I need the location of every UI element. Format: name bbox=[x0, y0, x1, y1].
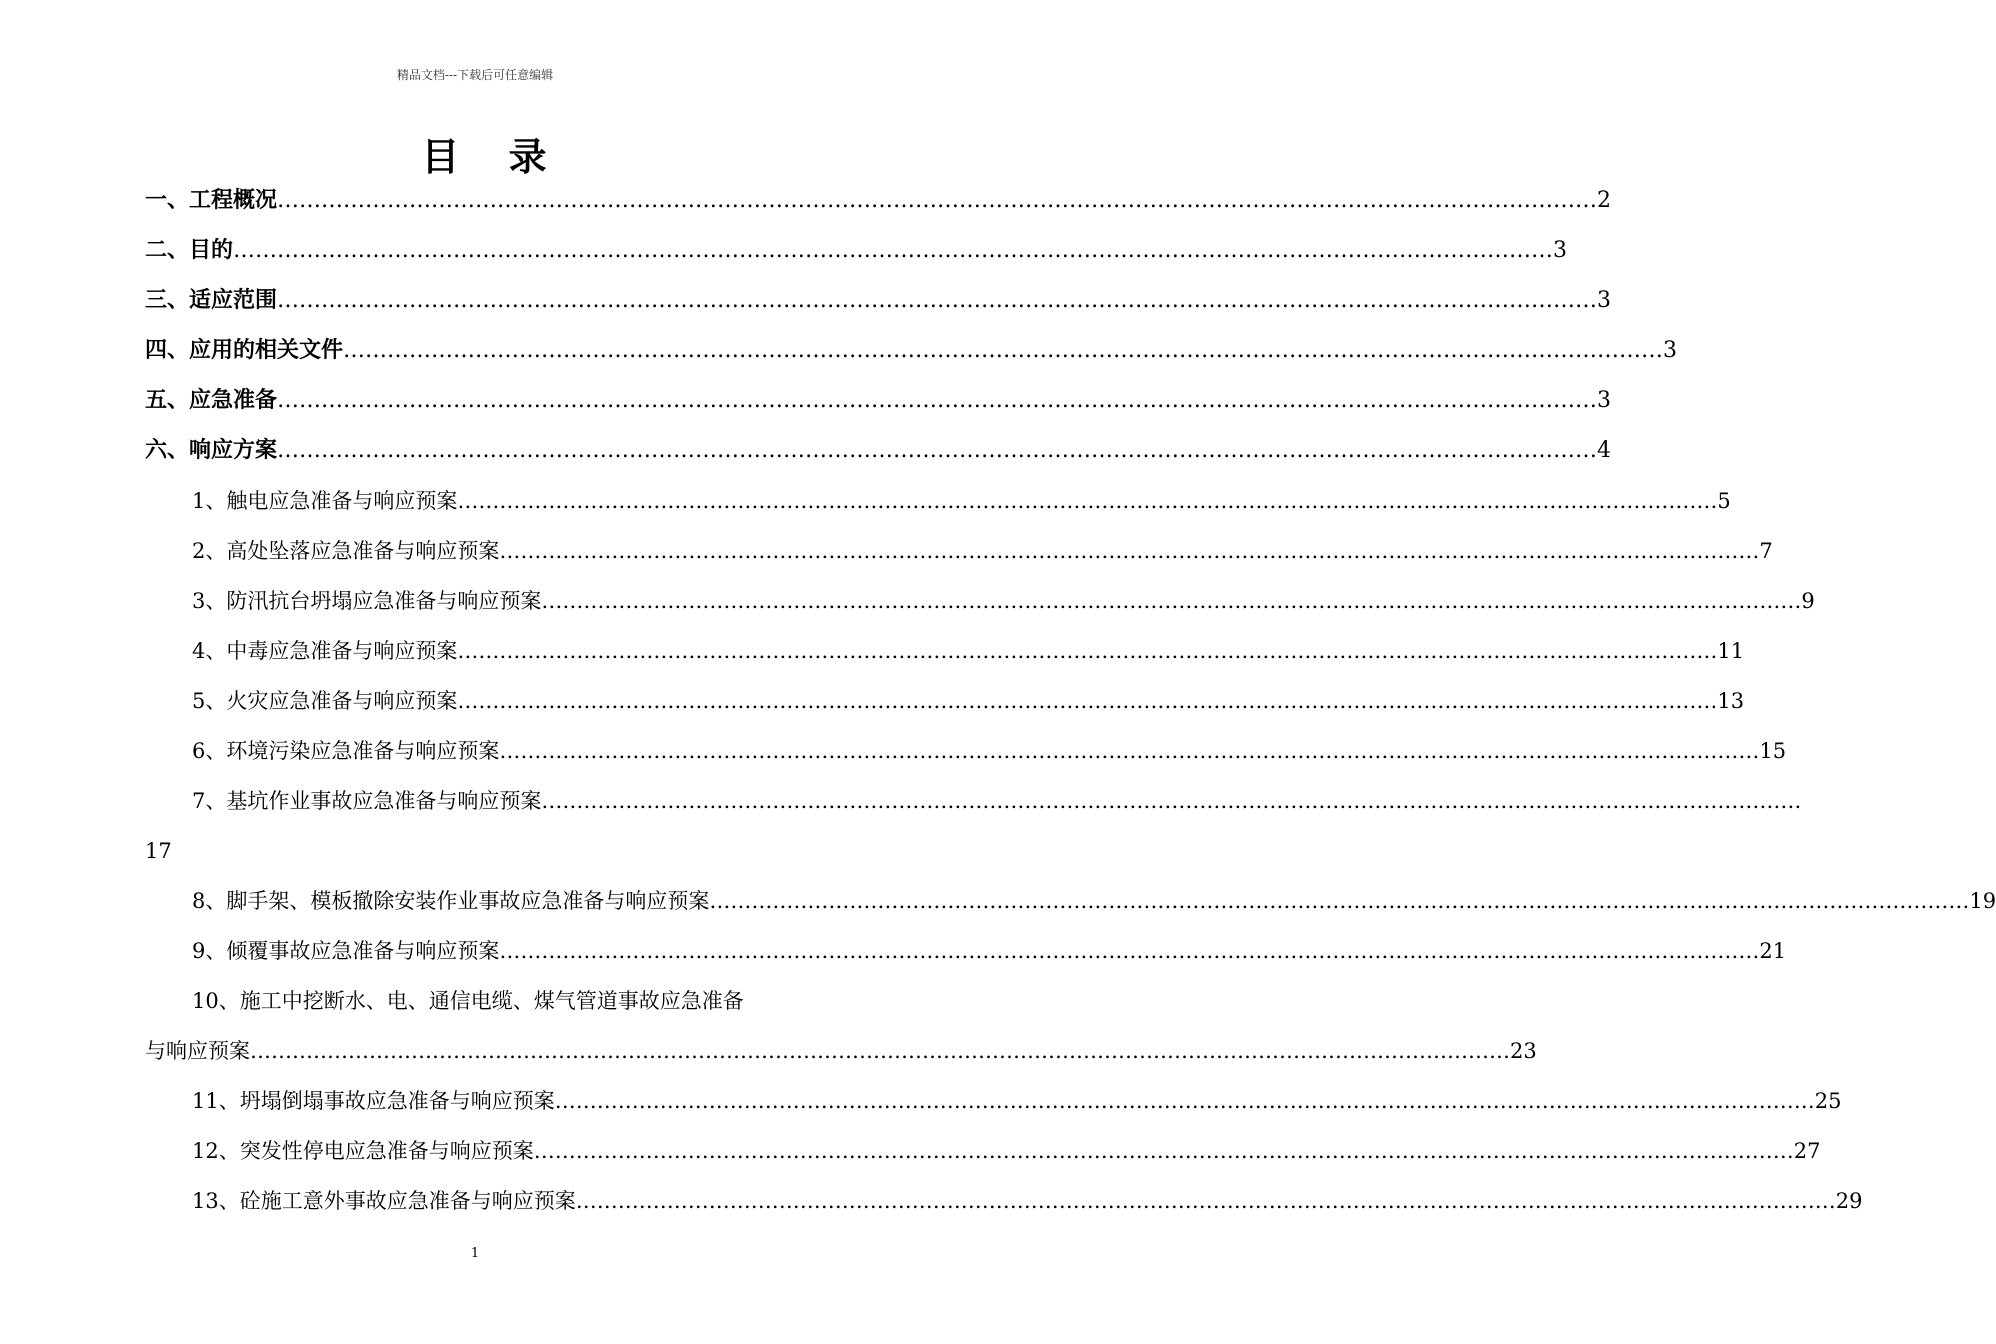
page-header: 精品文档---下载后可任意编辑 bbox=[396, 68, 554, 82]
toc-leader-dots: ……………………………………………………………………………………………………………………………………………………………… bbox=[457, 689, 1718, 713]
toc-section-label: 六、响应方案 bbox=[145, 438, 278, 463]
toc-section-label: 五、应急准备 bbox=[145, 388, 278, 413]
toc-section-3[interactable] bbox=[145, 286, 1612, 316]
toc-item-label: 8、脚手架、模板撤除安装作业事故应急准备与响应预案 bbox=[192, 889, 710, 913]
toc-leader-dots: ……………………………………………………………………………………………………………………………………………………………… bbox=[277, 188, 1598, 213]
toc-leader-dots: ……………………………………………………………………………………………………………………………………………………………… bbox=[499, 739, 1760, 763]
toc-item-label: 4、中毒应急准备与响应预案 bbox=[192, 639, 458, 663]
toc-page-number: 13 bbox=[1717, 689, 1745, 713]
toc-section-5[interactable] bbox=[145, 386, 1612, 416]
toc-item-label: 1、触电应急准备与响应预案 bbox=[192, 489, 458, 513]
toc-item-5[interactable] bbox=[192, 686, 1745, 716]
toc-leader-dots: ……………………………………………………………………………………………………………………………………………………………… bbox=[541, 789, 1802, 813]
toc-section-label: 二、目的 bbox=[145, 238, 234, 263]
toc-item-10[interactable]: 10、施工中挖断水、电、通信电缆、煤气管道事故应急准备 bbox=[192, 989, 744, 1013]
toc-leader-dots: ……………………………………………………………………………………………………………………………………………………………… bbox=[343, 338, 1664, 363]
toc-section-1[interactable] bbox=[145, 186, 1612, 216]
toc-page-number: 19 bbox=[1969, 889, 1996, 913]
toc-item-label: 11、坍塌倒塌事故应急准备与响应预案 bbox=[192, 1089, 555, 1113]
toc-item-13[interactable] bbox=[192, 1186, 1863, 1216]
toc-item-label: 12、突发性停电应急准备与响应预案 bbox=[192, 1139, 534, 1163]
toc-section-4[interactable] bbox=[145, 336, 1678, 366]
toc-page-number: 15 bbox=[1759, 739, 1787, 763]
page-number-footer: 1 bbox=[470, 1246, 480, 1261]
toc-item-12[interactable] bbox=[192, 1136, 1821, 1166]
toc-leader-dots: ……………………………………………………………………………………………………………………………………………………………… bbox=[554, 1089, 1815, 1113]
toc-page-number: 5 bbox=[1717, 489, 1731, 513]
toc-leader-dots: ……………………………………………………………………………………………………………………………………………………………… bbox=[499, 539, 1760, 563]
toc-section-label: 一、工程概况 bbox=[145, 188, 278, 213]
toc-section-label: 三、适应范围 bbox=[145, 288, 278, 313]
toc-item-label: 13、砼施工意外事故应急准备与响应预案 bbox=[192, 1189, 576, 1213]
toc-page-number: 3 bbox=[1597, 388, 1612, 413]
toc-item-6[interactable] bbox=[192, 736, 1787, 766]
toc-leader-dots: ……………………………………………………………………………………………………………………………………………………………… bbox=[709, 889, 1970, 913]
toc-page-number: 25 bbox=[1814, 1089, 1842, 1113]
toc-item-label: 与响应预案 bbox=[145, 1039, 250, 1063]
toc-page-number: 29 bbox=[1835, 1189, 1863, 1213]
toc-item-4[interactable] bbox=[192, 636, 1745, 666]
toc-leader-dots: ……………………………………………………………………………………………………………………………………………………………… bbox=[575, 1189, 1836, 1213]
toc-leader-dots: ……………………………………………………………………………………………………………………………………………………………… bbox=[541, 589, 1802, 613]
toc-page-number: 7 bbox=[1759, 539, 1773, 563]
toc-item-8[interactable] bbox=[192, 886, 1996, 916]
toc-leader-dots: ……………………………………………………………………………………………………………………………………………………………… bbox=[277, 388, 1598, 413]
toc-item-7[interactable] bbox=[192, 786, 1802, 816]
toc-page-number: 23 bbox=[1510, 1039, 1537, 1063]
toc-page-number: 27 bbox=[1793, 1139, 1821, 1163]
toc-item-10-continuation[interactable] bbox=[145, 1036, 1537, 1066]
toc-item-label: 9、倾覆事故应急准备与响应预案 bbox=[192, 939, 500, 963]
toc-item-label: 6、环境污染应急准备与响应预案 bbox=[192, 739, 500, 763]
toc-leader-dots: ……………………………………………………………………………………………………………………………………………………………… bbox=[250, 1039, 1510, 1063]
toc-section-label: 四、应用的相关文件 bbox=[145, 338, 344, 363]
toc-page-number: 9 bbox=[1801, 589, 1815, 613]
toc-page-number: 3 bbox=[1597, 288, 1612, 313]
toc-item-9[interactable] bbox=[192, 936, 1787, 966]
toc-page-number: 3 bbox=[1663, 338, 1678, 363]
toc-item-label: 5、火灾应急准备与响应预案 bbox=[192, 689, 458, 713]
toc-leader-dots: ……………………………………………………………………………………………………………………………………………………………… bbox=[457, 489, 1718, 513]
toc-section-2[interactable] bbox=[145, 236, 1568, 266]
toc-page-number: 2 bbox=[1597, 188, 1612, 213]
toc-leader-dots: ……………………………………………………………………………………………………………………………………………………………… bbox=[499, 939, 1760, 963]
toc-leader-dots: ……………………………………………………………………………………………………………………………………………………………… bbox=[533, 1139, 1794, 1163]
toc-page-number: 11 bbox=[1717, 639, 1745, 663]
toc-item-label: 2、高处坠落应急准备与响应预案 bbox=[192, 539, 500, 563]
toc-item-3[interactable] bbox=[192, 586, 1815, 616]
toc-section-6[interactable] bbox=[145, 436, 1612, 466]
toc-leader-dots: ……………………………………………………………………………………………………………………………………………………………… bbox=[457, 639, 1718, 663]
toc-leader-dots: ……………………………………………………………………………………………………………………………………………………………… bbox=[233, 238, 1554, 263]
toc-item-2[interactable] bbox=[192, 536, 1773, 566]
toc-item-label: 7、基坑作业事故应急准备与响应预案 bbox=[192, 789, 542, 813]
toc-item-11[interactable] bbox=[192, 1086, 1842, 1116]
toc-item-1[interactable] bbox=[192, 486, 1731, 516]
page-title: 目 录 bbox=[421, 134, 565, 179]
toc-leader-dots: ……………………………………………………………………………………………………………………………………………………………… bbox=[277, 288, 1598, 313]
toc-page-number: 21 bbox=[1759, 939, 1787, 963]
toc-page-number: 17 bbox=[145, 839, 172, 863]
toc-page-number: 4 bbox=[1597, 438, 1612, 463]
toc-leader-dots: ……………………………………………………………………………………………………………………………………………………………… bbox=[277, 438, 1598, 463]
toc-item-label: 3、防汛抗台坍塌应急准备与响应预案 bbox=[192, 589, 542, 613]
toc-page-number: 3 bbox=[1553, 238, 1568, 263]
